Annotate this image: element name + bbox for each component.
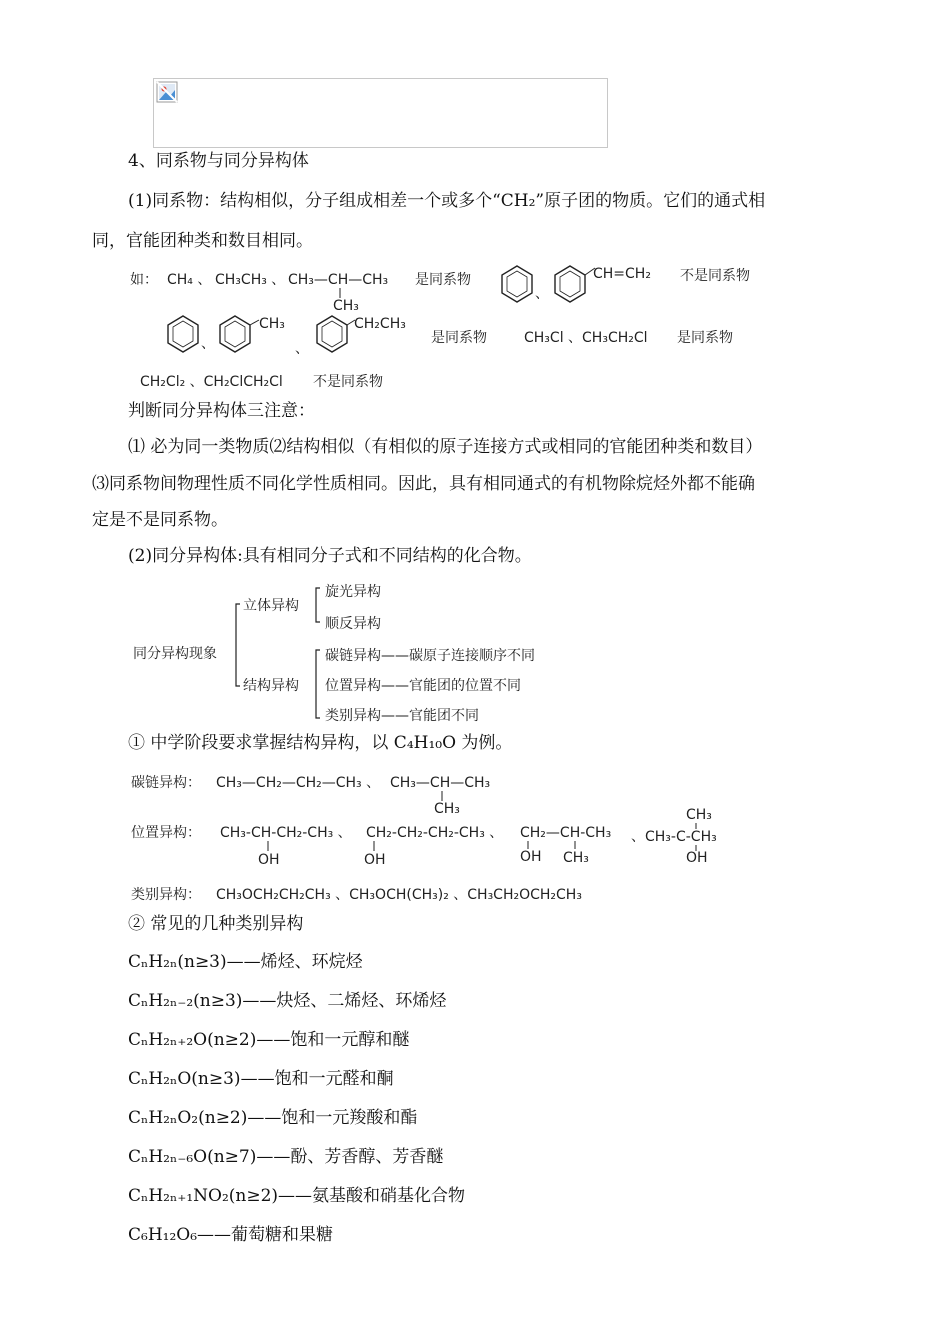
fig2-pos-d: 、CH₃-C-CH₃ — [631, 829, 717, 845]
fig2-oh-c: OH — [520, 849, 542, 865]
fig1-isobutane-main: CH₃—CH—CH₃ — [288, 272, 389, 288]
tree-cistrans: 顺反异构 — [325, 616, 381, 632]
fig2-pos-label: 位置异构： — [131, 825, 201, 841]
fig2-cat-text: CH₃OCH₂CH₂CH₃ 、CH₃OCH(CH₃)₂ 、CH₃CH₂OCH₂CH₃ — [216, 887, 582, 903]
judge-line3: 定是不是同系物。 — [92, 510, 228, 530]
fig1-ch3ch3: CH₃CH₃ 、 — [215, 272, 286, 288]
formula-line: CₙH₂ₙO₂(n≥2)——饱和一元羧酸和酯 — [128, 1108, 418, 1128]
fig1-isobutane-sub: CH₃ — [333, 298, 359, 314]
fig1-ru: 如： — [130, 272, 158, 288]
fig2-pos-b: CH₂-CH₂-CH₂-CH₃ 、 — [366, 825, 504, 841]
fig2-oh-d: OH — [686, 850, 708, 866]
ethylbenzene-ring-icon — [317, 316, 355, 352]
fig1-dichlorides: CH₂Cl₂ 、CH₂ClCH₂Cl — [140, 374, 283, 390]
homolog-definition-line2: 同，官能团种类和数目相同。 — [92, 231, 313, 251]
judge-line2: ⑶同系物间物理性质不同化学性质相同。因此，具有相同通式的有机物除烷烃外都不能确 — [92, 474, 755, 494]
c4h10o-isomers-figure — [128, 765, 768, 915]
fig1-is-homolog-2: 是同系物 — [431, 330, 487, 346]
fig2-chain-a: CH₃—CH₂—CH₂—CH₃ 、 — [216, 775, 381, 791]
fig2-chain-b-sub: CH₃ — [434, 801, 460, 817]
judge-line1: ⑴ 必为同一类物质⑵结构相似（有相似的原子连接方式或相同的官能团种类和数目） — [128, 437, 763, 457]
tree-brace-main — [236, 604, 240, 686]
broken-image-placeholder — [153, 78, 608, 148]
formula-line: CₙH₂ₙ₋₂(n≥3)——炔烃、二烯烃、环烯烃 — [128, 991, 447, 1011]
fig1-styrene-group: CH=CH₂ — [593, 266, 651, 282]
tree-position: 位置异构——官能团的位置不同 — [325, 678, 521, 694]
isomer-definition: (2)同分异构体:具有相同分子式和不同结构的化合物。 — [128, 546, 532, 566]
fig1-is-homolog-1: 是同系物 — [415, 272, 471, 288]
tree-chain: 碳链异构——碳原子连接顺序不同 — [325, 648, 535, 664]
formula-line: CₙH₂ₙ₊₂O(n≥2)——饱和一元醇和醚 — [128, 1030, 410, 1050]
homolog-definition-line1: (1)同系物：结构相似，分子组成相差一个或多个“CH₂”原子团的物质。它们的通式相 — [128, 191, 766, 211]
toluene-ring-icon — [220, 316, 259, 352]
fig2-cat-label: 类别异构： — [131, 887, 201, 903]
fig1-chlorides: CH₃Cl 、CH₃CH₂Cl — [524, 330, 648, 346]
fig1-ethyl: CH₂CH₃ — [354, 316, 406, 332]
fig2-pos-d-top: CH₃ — [686, 807, 712, 823]
fig2-oh-b: OH — [364, 852, 386, 868]
benzene-ring-icon — [168, 316, 198, 352]
broken-image-icon — [156, 81, 178, 103]
benzene-ring-icon — [555, 266, 595, 302]
tree-root: 同分异构现象 — [133, 646, 217, 662]
fig2-pos-c: CH₂—CH-CH₃ — [520, 825, 612, 841]
tree-optical: 旋光异构 — [325, 584, 381, 600]
fig2-chain-b: CH₃—CH—CH₃ — [390, 775, 491, 791]
isomer-classification-tree — [128, 578, 598, 728]
tree-stereo: 立体异构 — [243, 598, 299, 614]
formula-line: C₆H₁₂O₆——葡萄糖和果糖 — [128, 1225, 334, 1245]
fig2-oh-a: OH — [258, 852, 280, 868]
common-isomers-title: ② 常见的几种类别异构 — [128, 914, 304, 934]
tree-brace-stereo — [316, 588, 320, 622]
formula-line: CₙH₂ₙ(n≥3)——烯烃、环烷烃 — [128, 952, 363, 972]
tree-brace-structural — [316, 650, 320, 718]
fig1-methyl: CH₃ — [259, 316, 285, 332]
example-intro: ① 中学阶段要求掌握结构异构，以 C₄H₁₀O 为例。 — [128, 733, 513, 753]
fig1-sep2: 、 — [201, 336, 215, 352]
formula-line: CₙH₂ₙ₋₆O(n≥7)——酚、芳香醇、芳香醚 — [128, 1147, 444, 1167]
formula-line: CₙH₂ₙ₊₁NO₂(n≥2)——氨基酸和硝基化合物 — [128, 1186, 466, 1206]
fig2-ch3-c: CH₃ — [563, 850, 589, 866]
judge-title: 判断同分异构体三注意： — [128, 401, 315, 421]
section-title: 4、同系物与同分异构体 — [128, 151, 309, 171]
fig1-sep1: 、 — [535, 286, 549, 302]
fig1-not-homolog-1: 不是同系物 — [680, 268, 750, 284]
fig1-not-homolog-2: 不是同系物 — [313, 374, 383, 390]
tree-structural: 结构异构 — [243, 678, 299, 694]
homolog-examples-figure — [125, 258, 775, 398]
fig1-sep3: 、 — [295, 341, 309, 357]
fig1-is-homolog-3: 是同系物 — [677, 330, 733, 346]
fig1-ch4: CH₄ 、 — [167, 272, 212, 288]
tree-category: 类别异构——官能团不同 — [325, 708, 479, 724]
benzene-ring-icon — [502, 266, 532, 302]
formula-line: CₙH₂ₙO(n≥3)——饱和一元醛和酮 — [128, 1069, 394, 1089]
fig2-chain-label: 碳链异构： — [131, 775, 201, 791]
fig2-pos-a: CH₃-CH-CH₂-CH₃ 、 — [220, 825, 352, 841]
